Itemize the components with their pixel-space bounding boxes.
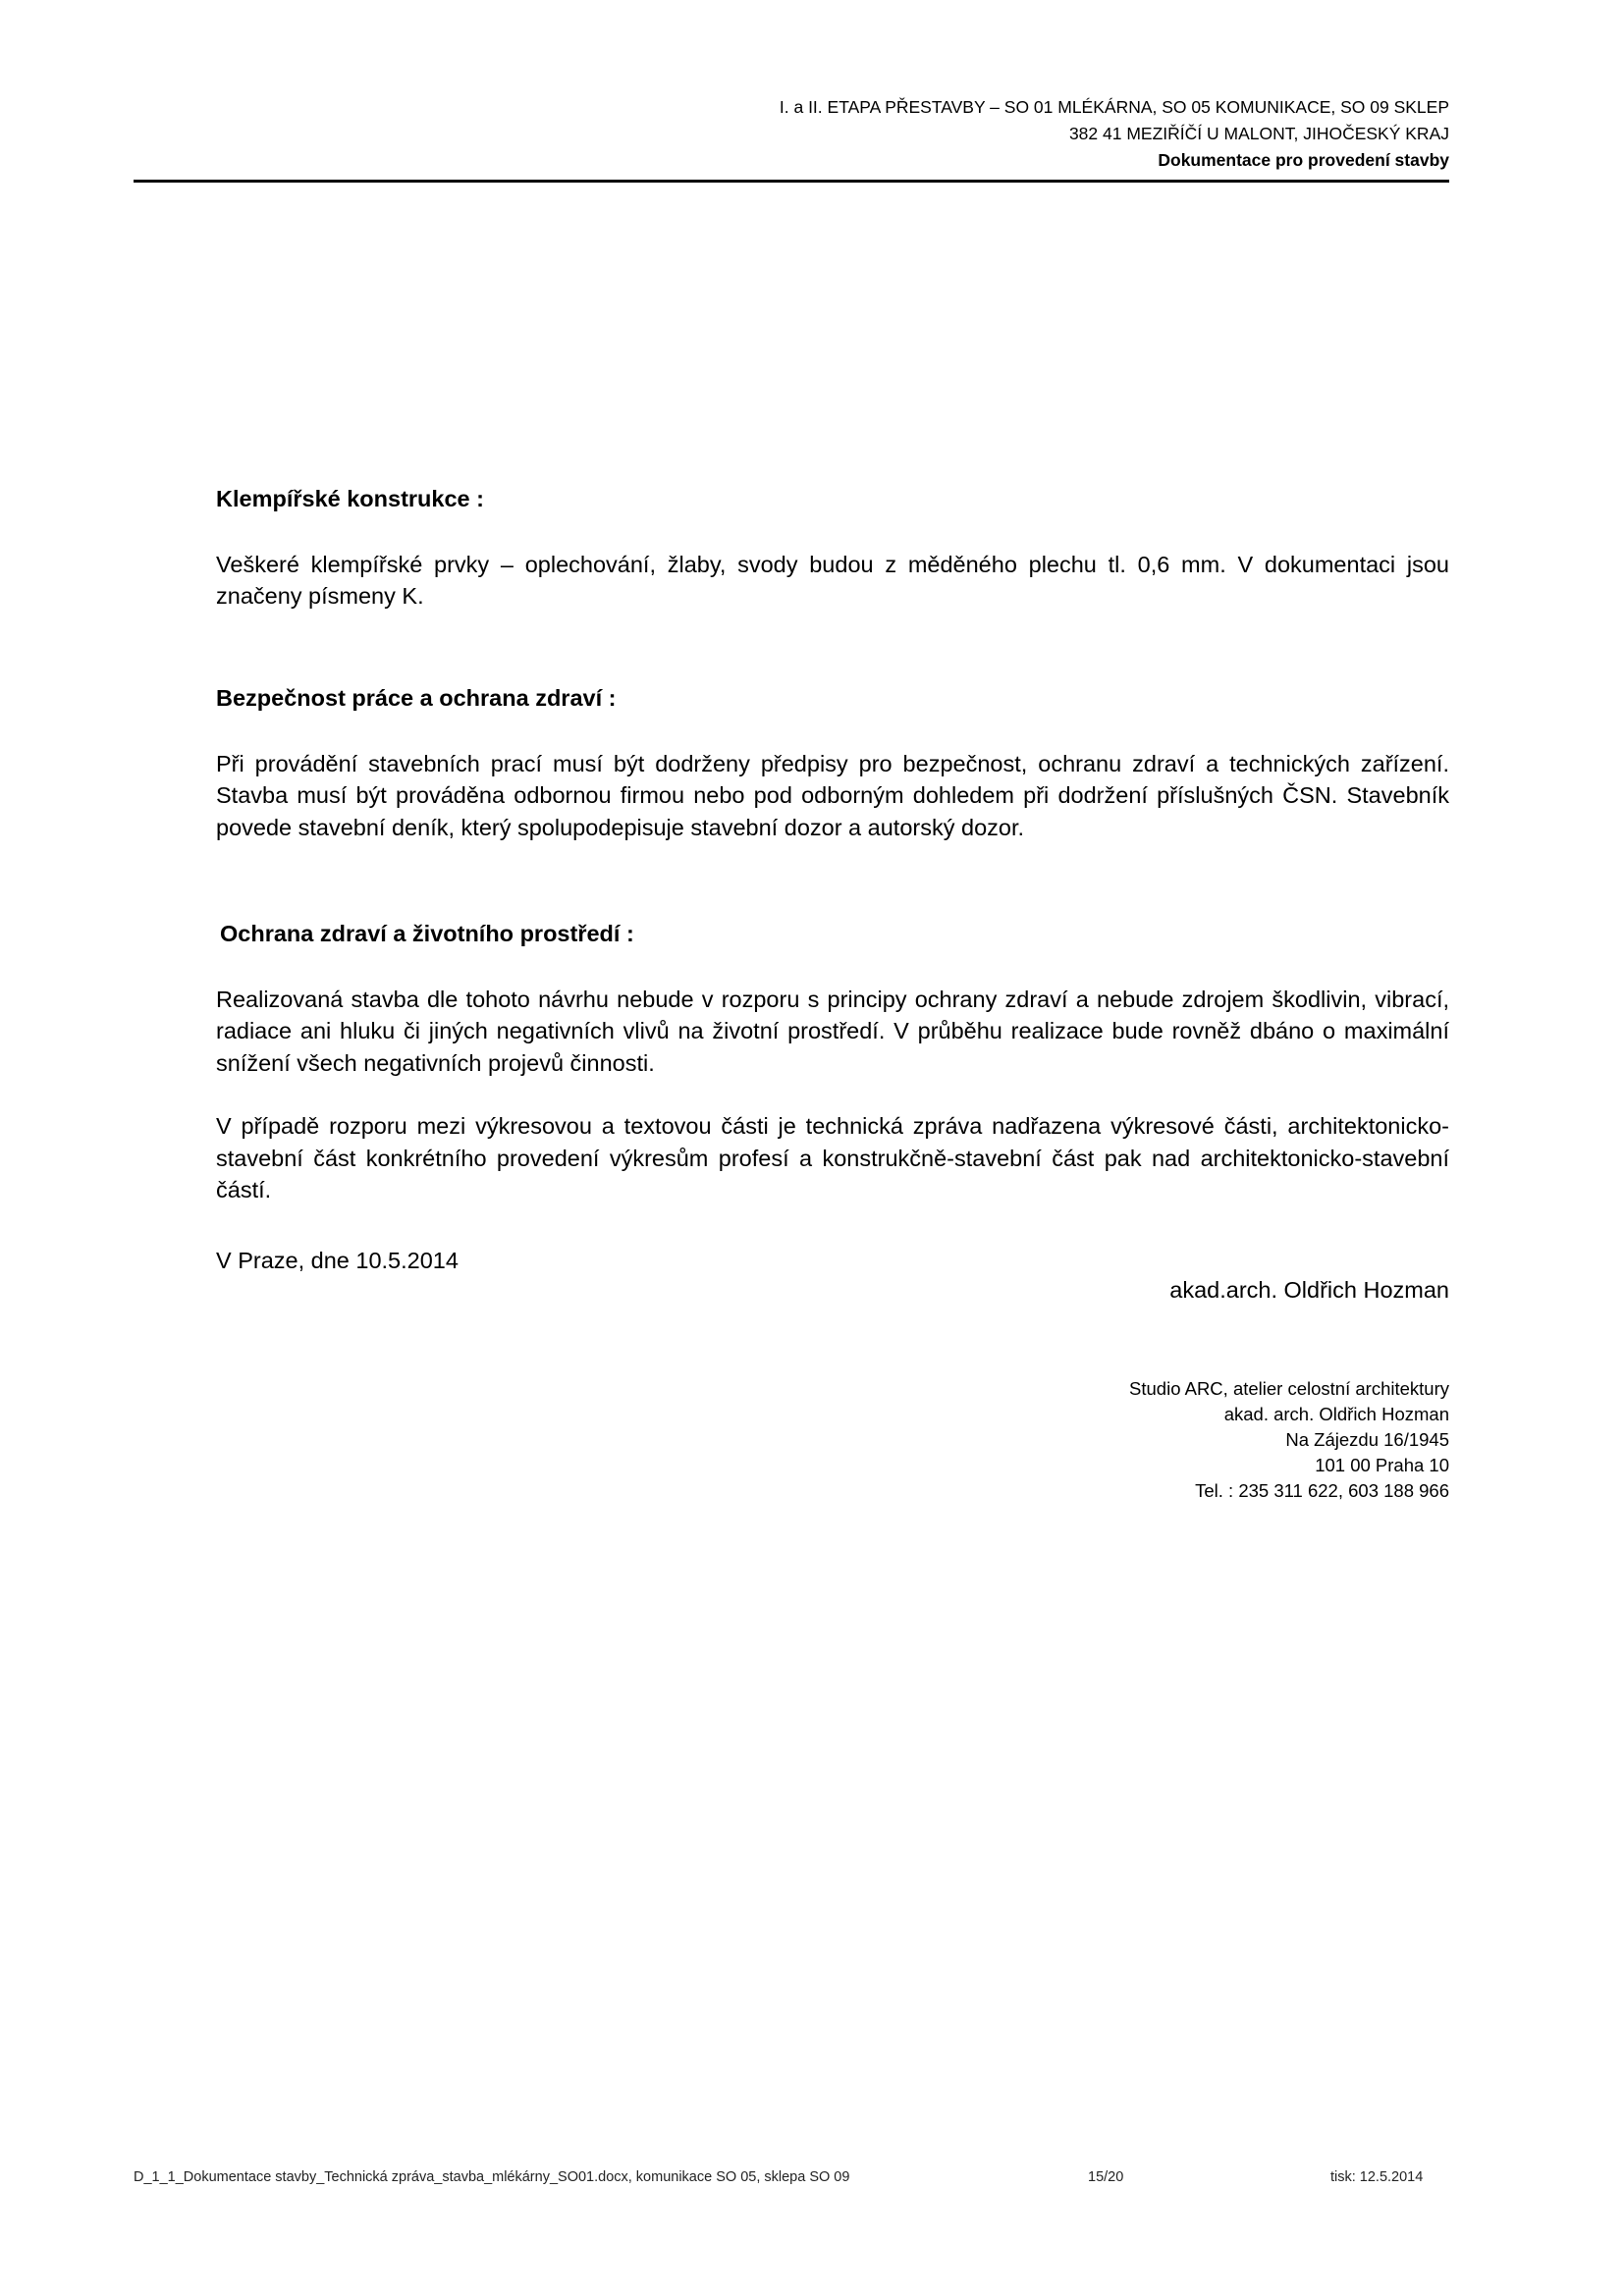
section-heading: Klempířské konstrukce : — [216, 486, 484, 511]
footer-print-date: tisk: 12.5.2014 — [1330, 2169, 1424, 2185]
section-ochrana — [216, 918, 1449, 1206]
header-document-type: Dokumentace pro provedení stavby — [1158, 150, 1449, 170]
studio-name: Studio ARC, atelier celostní architektury — [1129, 1378, 1449, 1399]
section-heading: Bezpečnost práce a ochrana zdraví : — [216, 685, 617, 711]
studio-street: Na Zájezdu 16/1945 — [1285, 1429, 1449, 1450]
studio-contact — [1129, 1376, 1449, 1504]
studio-city: 101 00 Praha 10 — [1315, 1455, 1449, 1475]
place-date: V Praze, dne 10.5.2014 — [216, 1248, 459, 1273]
section-text: Realizovaná stavba dle tohoto návrhu nebude v rozporu s principy ochrany zdraví a nebude zdrojem škodlivin, vibrací, radiace ani hluku či jiných negativních vlivů na životní prostředí. V průběhu realizace bude rovněž dbáno o maximální snížení všech negativních projevů činnosti. — [216, 986, 1449, 1076]
section-bezpecnost — [216, 682, 1449, 843]
section-text: Veškeré klempířské prvky – oplechování, žlaby, svody budou z měděného plechu tl. 0,6 mm. V dokumentaci jsou značeny písmeny K. — [216, 551, 1449, 609]
footer-filename: D_1_1_Dokumentace stavby_Technická zpráva_stavba_mlékárny_SO01.docx, komunikace SO 05, sklepa SO 09 — [134, 2169, 850, 2185]
section-klempir — [216, 483, 1449, 613]
signature: akad.arch. Oldřich Hozman — [1169, 1277, 1449, 1303]
page-header — [134, 94, 1449, 174]
header-divider — [134, 180, 1449, 183]
section-heading: Ochrana zdraví a životního prostředí : — [220, 921, 634, 946]
section-text: V případě rozporu mezi výkresovou a textovou části je technická zpráva nadřazena výkresové části, architektonicko-stavební část konkrétního provedení výkresům profesí a konstrukčně-stavební část pak nad architektonicko-stavební částí. — [216, 1113, 1449, 1202]
header-address: 382 41 MEZIŘÍČÍ U MALONT, JIHOČESKÝ KRAJ — [1068, 124, 1449, 143]
studio-architect: akad. arch. Oldřich Hozman — [1223, 1404, 1449, 1424]
studio-phone: Tel. : 235 311 622, 603 188 966 — [1195, 1480, 1449, 1501]
header-project-title: I. a II. ETAPA PŘESTAVBY – SO 01 MLÉKÁRNA, SO 05 KOMUNIKACE, SO 09 SKLEP — [779, 97, 1449, 117]
footer-page-number: 15/20 — [1088, 2169, 1124, 2185]
section-text: Při provádění stavebních prací musí být dodrženy předpisy pro bezpečnost, ochranu zdraví a technických zařízení. Stavba musí být prováděna odbornou firmou nebo pod odborným dohledem při dodržení příslušných ČSN. Stavebník povede stavební deník, který spolupodepisuje stavební dozor a autorský dozor. — [216, 750, 1449, 840]
